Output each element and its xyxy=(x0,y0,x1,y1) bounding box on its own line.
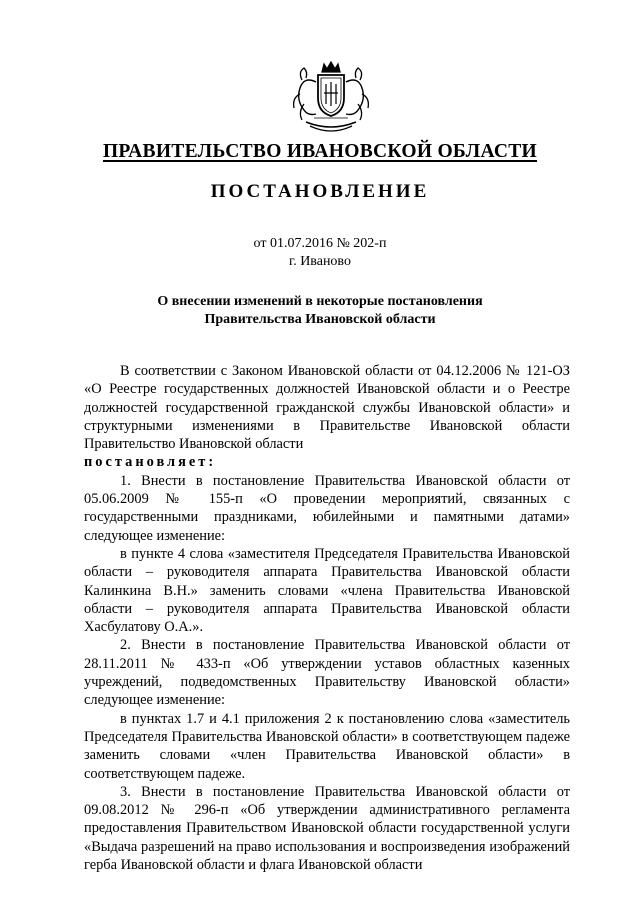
paragraph-3: 3. Внести в постановление Правительства Ивановской области от 09.08.2012 № 296-п «Об утверждении административного регламента предоставления Правительством Ивановской области государственной услуги «Выдача разрешений на право использования и воспроизведения изображений герба Ивановской области и флага Ивановской области xyxy=(84,783,570,874)
paragraph-2: 2. Внести в постановление Правительства Ивановской области от 28.11.2011 № 433-п «Об утверждении уставов областных казенных учреждений, подведомственных Правительству Ивановской области» следующее изменение: xyxy=(84,637,570,709)
subject-line-2: Правительства Ивановской области xyxy=(204,312,436,327)
date-number: от 01.07.2016 № 202-п xyxy=(253,236,387,251)
paragraph-1-amendment: в пункте 4 слова «заместителя Председателя Правительства Ивановской области – руководителя аппарата Правительства Ивановской области Калинкина В.Н.» заменить словами «члена Правительства Ивановской области – руководителя аппарата Правительства Ивановской области Хасбулатову О.А.». xyxy=(84,545,570,636)
document-type: ПОСТАНОВЛЕНИЕ xyxy=(210,181,430,202)
document-subject xyxy=(60,293,580,329)
paragraph-2-amendment: в пунктах 1.7 и 4.1 приложения 2 к постановлению слова «заместитель Председателя Правительства Ивановской области» в соответствующем падеже заменить словами «член Правительства Ивановской области» в соответствующем падеже. xyxy=(84,710,570,782)
city: г. Иваново xyxy=(289,254,351,269)
resolves-line xyxy=(84,453,570,471)
government-title: ПРАВИТЕЛЬСТВО ИВАНОВСКОЙ ОБЛАСТИ xyxy=(102,141,538,162)
coat-of-arms-emblem xyxy=(286,58,376,140)
document-meta xyxy=(60,235,580,271)
paragraph-1: 1. Внести в постановление Правительства Ивановской области от 05.06.2009 № 155-п «О проведении мероприятий, связанных с государственными праздниками, юбилейными и памятными датами» следующее изменение: xyxy=(84,472,570,544)
subject-line-1: О внесении изменений в некоторые постановления xyxy=(157,294,483,309)
document-body xyxy=(84,362,570,874)
intro-paragraph: В соответствии с Законом Ивановской области от 04.12.2006 № 121-ОЗ «О Реестре государственных должностей Ивановской области и о Реестре должностей государственной гражданской службы Ивановской области» и структурными изменениями в Правительстве Ивановской области Правительство Ивановской области xyxy=(84,363,570,453)
resolves-text: постановляет: xyxy=(84,454,217,471)
